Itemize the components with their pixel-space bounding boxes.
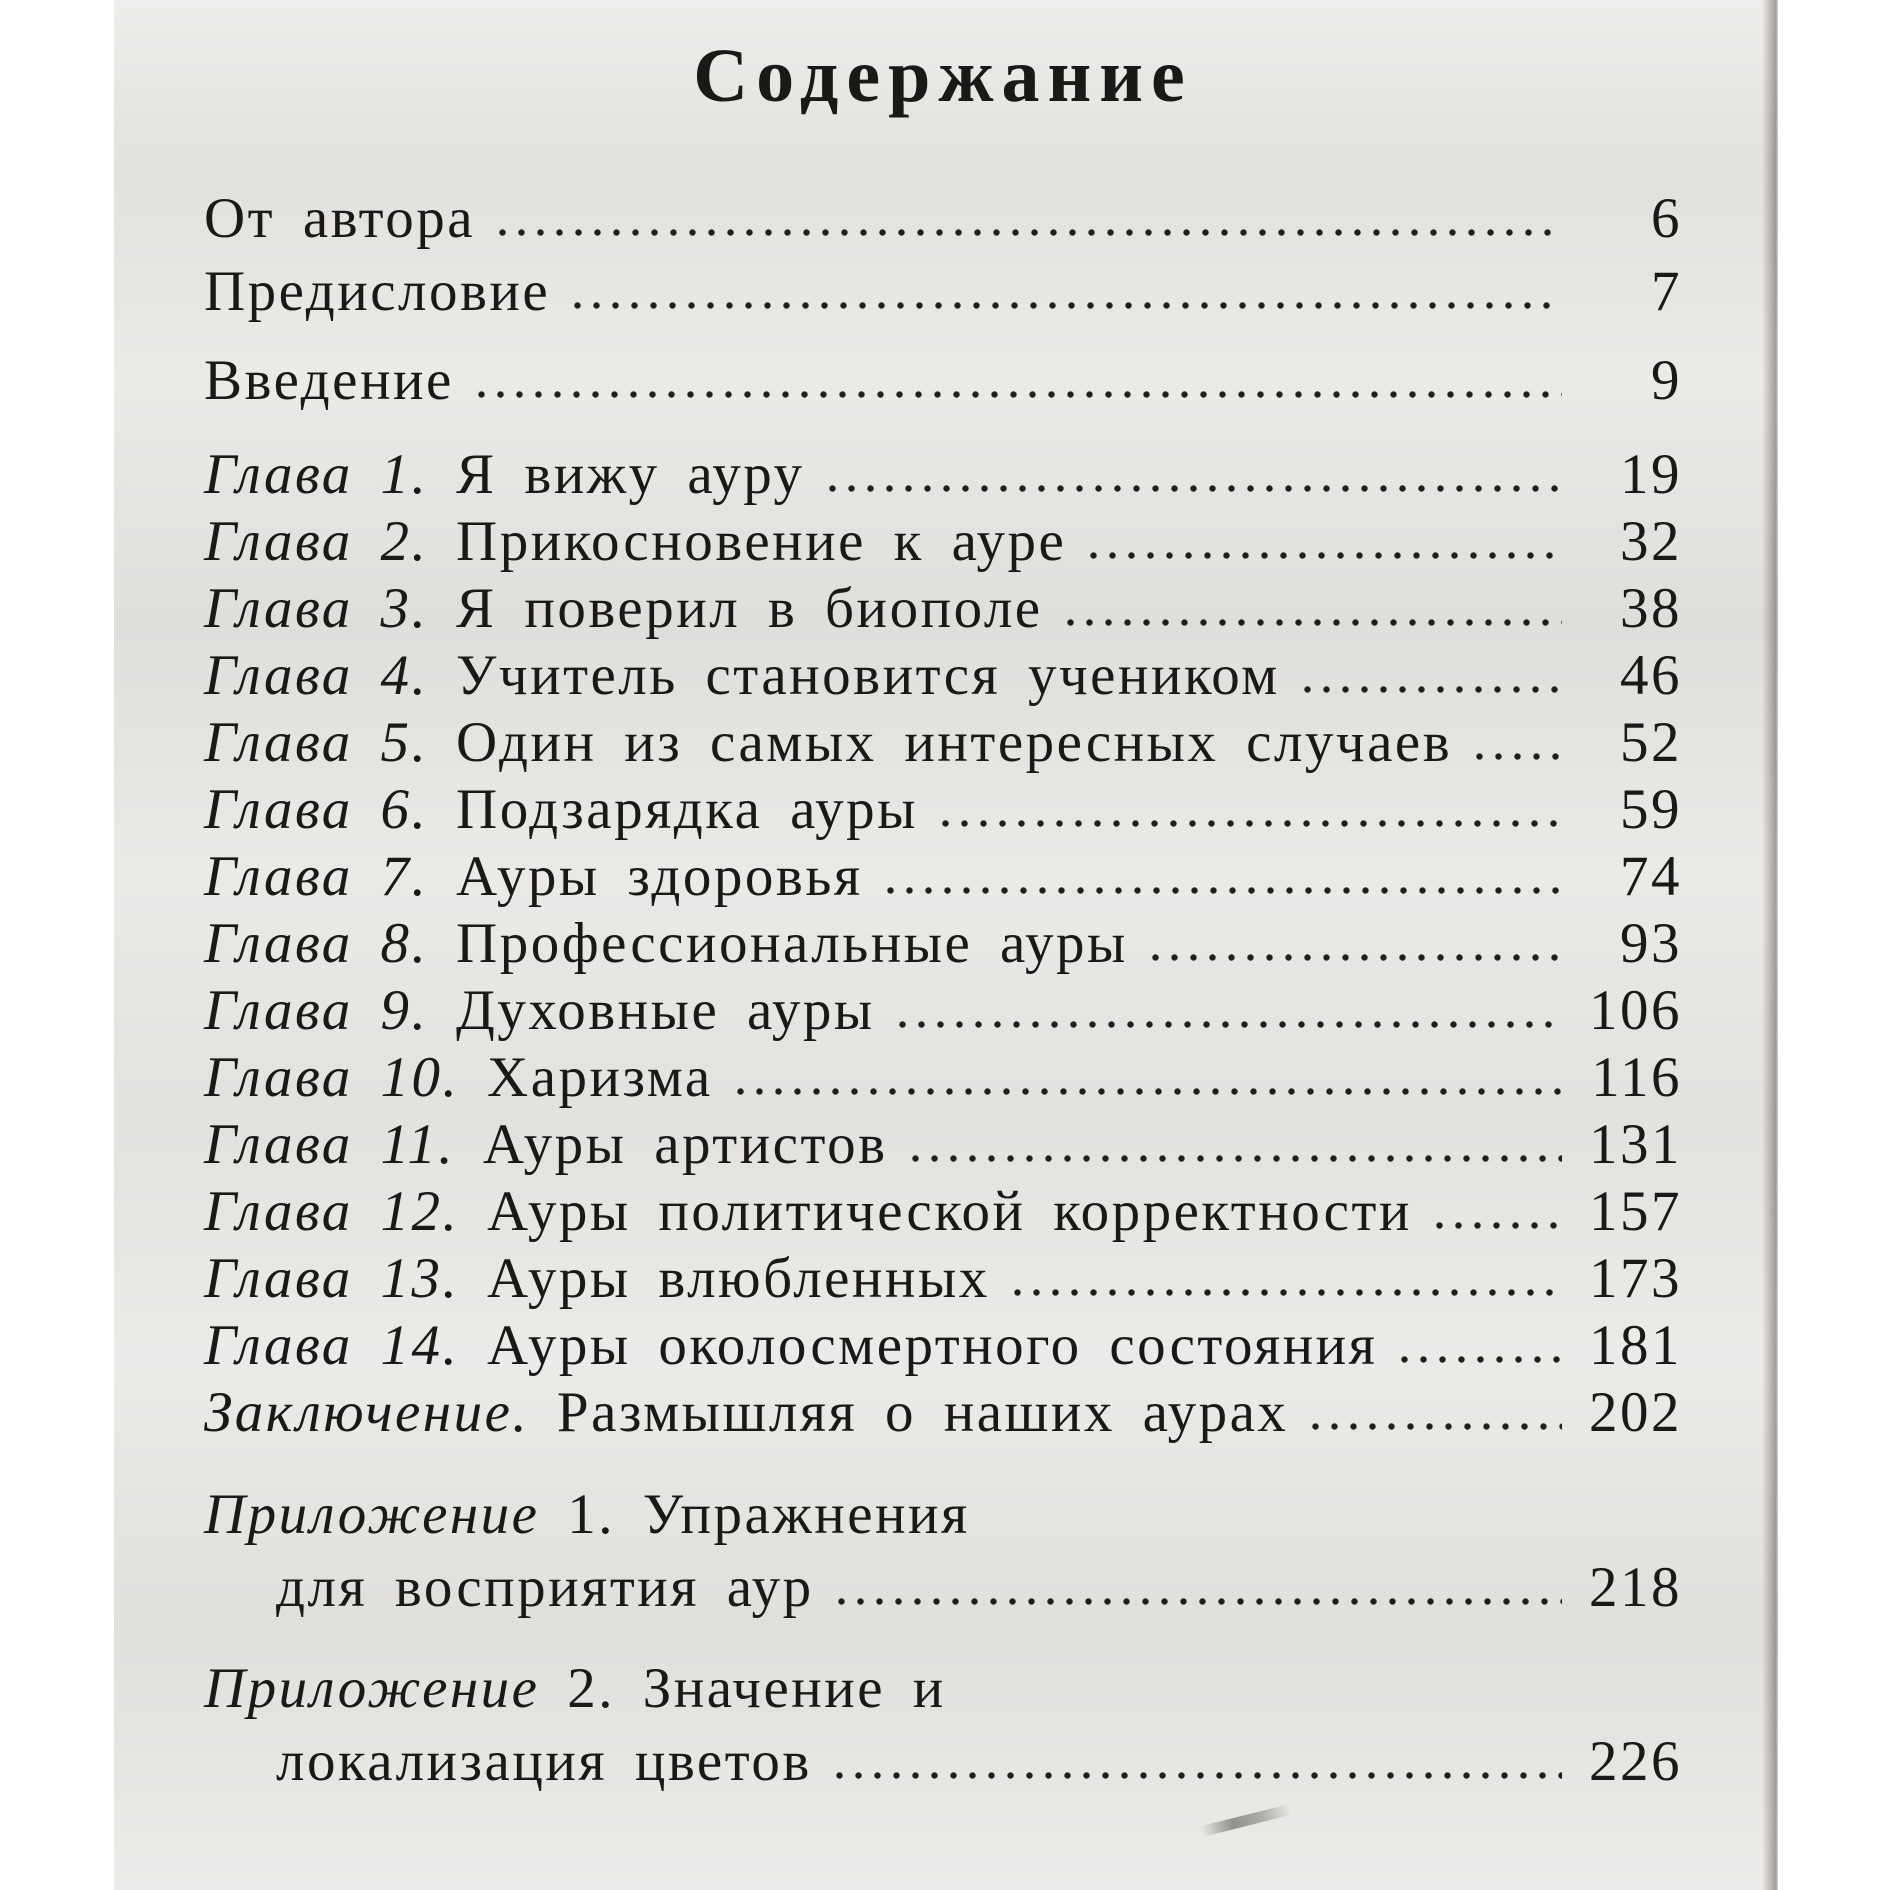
page-number: 116 (1591, 1046, 1682, 1109)
entry-prefix: Глава 6. (204, 778, 429, 841)
entry-label (204, 1178, 1412, 1245)
page-number: 32 (1620, 510, 1682, 573)
appendix-line-2 (204, 1725, 1682, 1798)
toc-entry-zaklyuchenie (204, 1379, 1682, 1446)
entry-label: От автора (204, 187, 476, 250)
entry-label (204, 843, 863, 910)
appendix-line-2 (204, 1551, 1682, 1624)
entry-text: Я поверил в биополе (456, 577, 1043, 640)
page-number: 59 (1620, 778, 1682, 841)
page-number: 181 (1589, 1314, 1682, 1377)
toc-chapters (204, 441, 1682, 1446)
entry-prefix: Глава 1. (204, 443, 429, 506)
entry-text: Ауры околосмертного состояния (487, 1314, 1378, 1377)
page-number: 106 (1589, 979, 1682, 1042)
entry-label (204, 1478, 970, 1551)
dot-leader (1146, 953, 1562, 962)
toc-entry-chapter-6 (204, 776, 1682, 843)
entry-prefix: Глава 10. (204, 1046, 460, 1109)
entry-prefix: Глава 13. (204, 1247, 460, 1310)
page-number: 38 (1620, 577, 1682, 640)
toc-entry-chapter-3 (204, 575, 1682, 642)
toc-entry-chapter-4 (204, 642, 1682, 709)
entry-text: Ауры здоровья (456, 845, 863, 908)
toc-entry-ot-avtora (204, 182, 1682, 255)
toc-title: Содержание (693, 34, 1193, 118)
page-number: 52 (1620, 711, 1682, 774)
entry-prefix: Глава 14. (204, 1314, 460, 1377)
entry-text: Подзарядка ауры (456, 778, 918, 841)
entry-label: Предисловие (204, 260, 551, 323)
page-number: 218 (1589, 1556, 1682, 1619)
page-number: 74 (1620, 845, 1682, 908)
page-number: 19 (1620, 443, 1682, 506)
entry-text: Духовные ауры (456, 979, 875, 1042)
dot-leader (1298, 685, 1562, 694)
dot-leader (1306, 1422, 1562, 1431)
toc-entry-chapter-11 (204, 1111, 1682, 1178)
toc-entry-chapter-7 (204, 843, 1682, 910)
entry-prefix: Глава 4. (204, 644, 429, 707)
entry-label (204, 508, 1066, 575)
entry-prefix: Приложение (204, 1657, 540, 1720)
entry-prefix: Глава 12. (204, 1180, 460, 1243)
entry-text: Ауры политической корректности (487, 1180, 1412, 1243)
page-number: 7 (1651, 260, 1682, 323)
entry-label (204, 1379, 1288, 1446)
entry-prefix: Глава 9. (204, 979, 429, 1042)
toc-entry-chapter-12 (204, 1178, 1682, 1245)
entry-label (204, 1044, 713, 1111)
entry-label (204, 977, 875, 1044)
dot-leader (881, 886, 1562, 895)
toc-list (204, 182, 1682, 1798)
page-number: 202 (1589, 1381, 1682, 1444)
entry-text: Харизма (487, 1046, 713, 1109)
dot-leader (893, 1020, 1562, 1029)
toc-entry-predislovie (204, 255, 1682, 328)
dot-leader (1084, 551, 1562, 560)
entry-label (204, 910, 1128, 977)
entry-text: Прикосновение к ауре (456, 510, 1067, 573)
toc-entry-appendix-1 (204, 1478, 1682, 1624)
dot-leader (906, 1154, 1562, 1163)
entry-label (204, 575, 1043, 642)
toc-entry-vvedenie (204, 344, 1682, 417)
appendix-line-1 (204, 1652, 1682, 1725)
entry-label: для восприятия аур (276, 1556, 814, 1619)
page-number: 226 (1589, 1730, 1682, 1793)
book-page (114, 0, 1778, 1890)
entry-label (204, 1245, 990, 1312)
entry-text: Учитель становится учеником (456, 644, 1280, 707)
toc-entry-chapter-2 (204, 508, 1682, 575)
entry-prefix: Заключение. (204, 1381, 530, 1444)
entry-text: Я вижу ауру (456, 443, 805, 506)
entry-label (204, 642, 1280, 709)
entry-prefix: Приложение (204, 1483, 540, 1546)
entry-prefix: Глава 11. (204, 1113, 456, 1176)
dot-leader (832, 1597, 1562, 1606)
toc-entry-chapter-5 (204, 709, 1682, 776)
dot-leader (472, 390, 1562, 399)
page-number: 173 (1589, 1247, 1682, 1310)
entry-prefix: Глава 7. (204, 845, 429, 908)
toc-content (114, 0, 1778, 1890)
page-number: 9 (1651, 349, 1682, 412)
dot-leader (731, 1087, 1562, 1096)
dot-leader (568, 301, 1562, 310)
page-number: 157 (1589, 1180, 1682, 1243)
entry-label (204, 1111, 888, 1178)
entry-text: Профессиональные ауры (456, 912, 1128, 975)
entry-label (204, 776, 918, 843)
dot-leader (493, 228, 1562, 237)
toc-entry-chapter-14 (204, 1312, 1682, 1379)
entry-text: 1. Упражнения (567, 1483, 970, 1546)
entry-text: Размышляя о наших аурах (556, 1381, 1289, 1444)
entry-text: Ауры артистов (482, 1113, 888, 1176)
entry-label (204, 709, 1452, 776)
dot-leader (1430, 1221, 1562, 1230)
toc-entry-chapter-13 (204, 1245, 1682, 1312)
dot-leader (1008, 1288, 1562, 1297)
page-number: 131 (1589, 1113, 1682, 1176)
entry-text: Один из самых интересных случаев (456, 711, 1453, 774)
dot-leader (1395, 1355, 1562, 1364)
dot-leader (1470, 752, 1562, 761)
entry-label: локализация цветов (276, 1730, 812, 1793)
page-number: 93 (1620, 912, 1682, 975)
dot-leader (830, 1771, 1562, 1780)
dot-leader (936, 819, 1562, 828)
entry-text: Ауры влюбленных (487, 1247, 990, 1310)
entry-text: 2. Значение и (567, 1657, 946, 1720)
entry-prefix: Глава 8. (204, 912, 429, 975)
appendix-line-1 (204, 1478, 1682, 1551)
toc-entry-chapter-8 (204, 910, 1682, 977)
entry-label (204, 441, 805, 508)
toc-entry-chapter-10 (204, 1044, 1682, 1111)
toc-entry-appendix-2 (204, 1652, 1682, 1798)
dot-leader (823, 484, 1562, 493)
toc-entry-chapter-9 (204, 977, 1682, 1044)
page-number: 46 (1620, 644, 1682, 707)
toc-entry-chapter-1 (204, 441, 1682, 508)
entry-prefix: Глава 5. (204, 711, 429, 774)
entry-label (204, 1652, 946, 1725)
page-number: 6 (1651, 187, 1682, 250)
entry-prefix: Глава 3. (204, 577, 429, 640)
entry-label: Введение (204, 349, 454, 412)
dot-leader (1061, 618, 1562, 627)
entry-label (204, 1312, 1377, 1379)
entry-prefix: Глава 2. (204, 510, 429, 573)
